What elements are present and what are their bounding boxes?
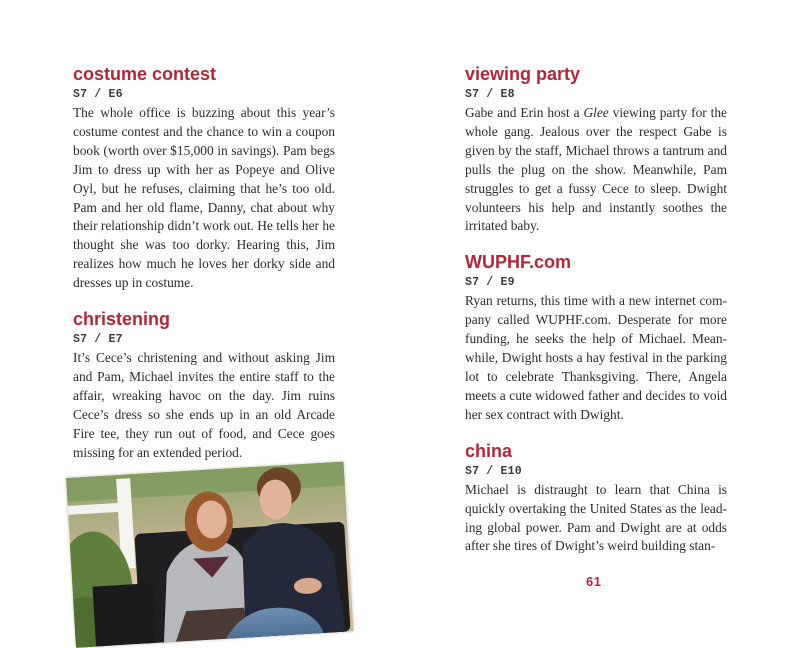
episode-section-costume-contest [73, 62, 335, 293]
episode-title: WUPHF.com [465, 252, 572, 273]
summary-text: viewing party for the whole gang. Jealous over the respect Gabe is given by the staff, Michael throws a tantrum and pulls the plug on the show. Meanwhile, Pam struggles to get a fussy Cece to sleep. Dwight volunteers his help and instantly soothes the irritated baby. [465, 105, 727, 234]
episode-title: china [465, 440, 513, 461]
episode-section-china [465, 439, 727, 557]
episode-section-christening [73, 307, 335, 462]
episode-number: S7 / E10 [465, 464, 522, 478]
episode-section-wuphf [465, 250, 727, 424]
right-column [465, 62, 727, 570]
episode-summary: The whole office is buzzing about this year’s costume contest and the chance to win a coupon book (worth over $15,000 in savings). Pam begs Jim to dress up with her as Popeye and Olive Oyl, but he refuses, claiming that he’s too old. Pam and her old flame, Danny, chat about why their relationship didn’t work out. He tells her he thought she was too dorky. Hearing this, Jim realizes how much he loves her dorky side and dresses up in costume. [73, 105, 335, 291]
episode-number: S7 / E6 [73, 88, 123, 101]
episode-title: costume contest [73, 64, 217, 84]
episode-summary: It’s Cece’s christening and without asking Jim and Pam, Michael invites the entire staff to the affair, wreaking havoc on the day. Jim ruins Cece’s dress so she ends up in an old Arcade Fire tee, they run out of food, and Cece goes missing for an extended period. [73, 350, 335, 460]
photo-pam-and-jim-seated [66, 462, 354, 648]
episode-title: christening [73, 309, 171, 330]
left-column [73, 62, 335, 477]
episode-photo [66, 462, 354, 648]
page-number: 61 [586, 574, 602, 589]
episode-summary [465, 104, 727, 236]
episode-summary: Ryan returns, this time with a new internet company called WUPHF.com. Desperate for more funding, he seeks the help of Michael. Meanwhile, Dwight hosts a hay festival in the parking lot to celebrate Thanksgiving. There, Angela meets a cute widowed father and decides to void her sex contract with Dwight. [465, 293, 727, 422]
episode-title: viewing party [465, 64, 581, 84]
summary-text: Gabe and Erin host a [465, 105, 584, 120]
show-title-italic: Glee [583, 105, 609, 120]
episode-summary: Michael is distraught to learn that China is quickly overtaking the United States as the leading global power. Pam and Dwight are at odds after she tires of Dwight’s weird building stan- [465, 481, 727, 554]
episode-section-viewing-party [465, 62, 727, 236]
episode-number: S7 / E9 [465, 276, 515, 290]
episode-number: S7 / E8 [465, 88, 515, 101]
episode-number: S7 / E7 [73, 333, 123, 347]
